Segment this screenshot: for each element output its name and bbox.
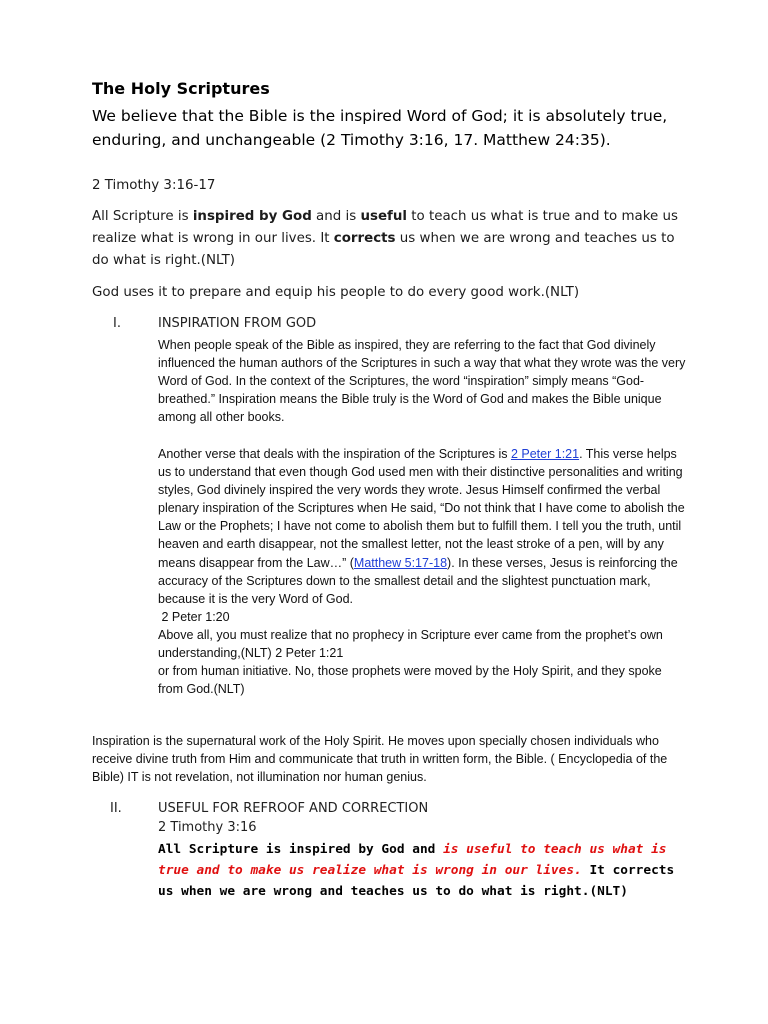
belief-statement: We believe that the Bible is the inspired Word of God; it is absolutely true, enduring, and unchangeable (2 Timothy 3:16, 17. Matthew 24:35).	[92, 107, 668, 149]
scripture-reference: 2 Timothy 3:16-17	[92, 178, 216, 193]
text-run: All Scripture is inspired by God and	[158, 842, 444, 857]
highlighted-run: is useful to teach us what is true and to make us realize what is wrong in our lives.	[158, 842, 667, 878]
scripture-reference: 2 Peter 1:20	[158, 609, 230, 624]
useful-verse-paragraph	[158, 839, 688, 902]
text-run: ). In these verses, Jesus is reinforcing the accuracy of the Scriptures down to the smallest detail and the slightest punctuation mark, because it is the very Word of God.	[158, 555, 678, 606]
equip-paragraph: God uses it to prepare and equip his people to do every good work.(NLT)	[92, 285, 580, 300]
inspiration-verses-block	[158, 445, 688, 698]
text-run: Another verse that deals with the inspiration of the Scriptures is	[158, 447, 511, 461]
bold-run: useful	[360, 209, 408, 224]
prophecy-paragraph-continued: or from human initiative. No, those prophets were moved by the Holy Spirit, and they spoke from God.(NLT)	[158, 664, 662, 697]
section-2-heading: USEFUL FOR REFROOF AND CORRECTION	[158, 801, 429, 816]
text-run: and is	[311, 209, 361, 224]
bold-run: inspired by God	[192, 209, 312, 224]
page-title: The Holy Scriptures	[92, 79, 270, 98]
text-run: us when we are wrong and teaches us to do what is right.(NLT)	[92, 231, 675, 268]
text-run: All Scripture is	[92, 209, 193, 224]
section-1-heading: INSPIRATION FROM GOD	[158, 316, 317, 331]
text-run: It corrects us when we are wrong and teaches us to do what is right.(NLT)	[158, 863, 675, 899]
section-1-numeral: I.	[113, 316, 121, 331]
section-2-numeral: II.	[110, 801, 122, 816]
bold-run: corrects	[333, 231, 396, 246]
verse-paragraph	[158, 445, 688, 608]
inspiration-definition: Inspiration is the supernatural work of the Holy Spirit. He moves upon specially chosen individuals who receive divine truth from Him and communicate that truth in written form, the Bible. ( Encyclopedia of the Bible) IT is not revelation, not illumination nor human genius.	[92, 734, 668, 785]
inspiration-explanation: When people speak of the Bible as inspired, they are referring to the fact that God divinely influenced the human authors of the Scriptures in such a way that what they wrote was the very Word of God. In the context of the Scriptures, the word “inspiration” simply means “God-breathed.” Inspiration means the Bible truly is the Word of God and makes the Bible unique among all other books.	[158, 338, 686, 425]
text-run: to teach us what is true and to make us realize what is wrong in our lives. It	[92, 209, 678, 246]
scripture-quote-paragraph	[92, 206, 687, 272]
prophecy-paragraph: Above all, you must realize that no prophecy in Scripture ever came from the prophet’s own understanding,(NLT) 2 Peter 1:21	[158, 627, 663, 661]
text-run: . This verse helps us to understand that even though God used men with their distinctive personalities and writing styles, God divinely inspired the very words they wrote. Jesus Himself confirmed the verbal plenary inspiration of the Scriptures when He said, “Do not think that I have come to abolish the Law or the Prophets; I have not come to abolish them but to fulfill them. I tell you the truth, until heaven and earth disappear, not the smallest letter, not the least stroke of a pen, will by any means disappear from the Law…” (	[158, 447, 685, 570]
link-2-peter-1-21[interactable]: 2 Peter 1:21	[510, 447, 580, 461]
scripture-reference: 2 Timothy 3:16	[158, 820, 257, 835]
link-matthew-5-17-18[interactable]: Matthew 5:17-18	[353, 555, 448, 570]
